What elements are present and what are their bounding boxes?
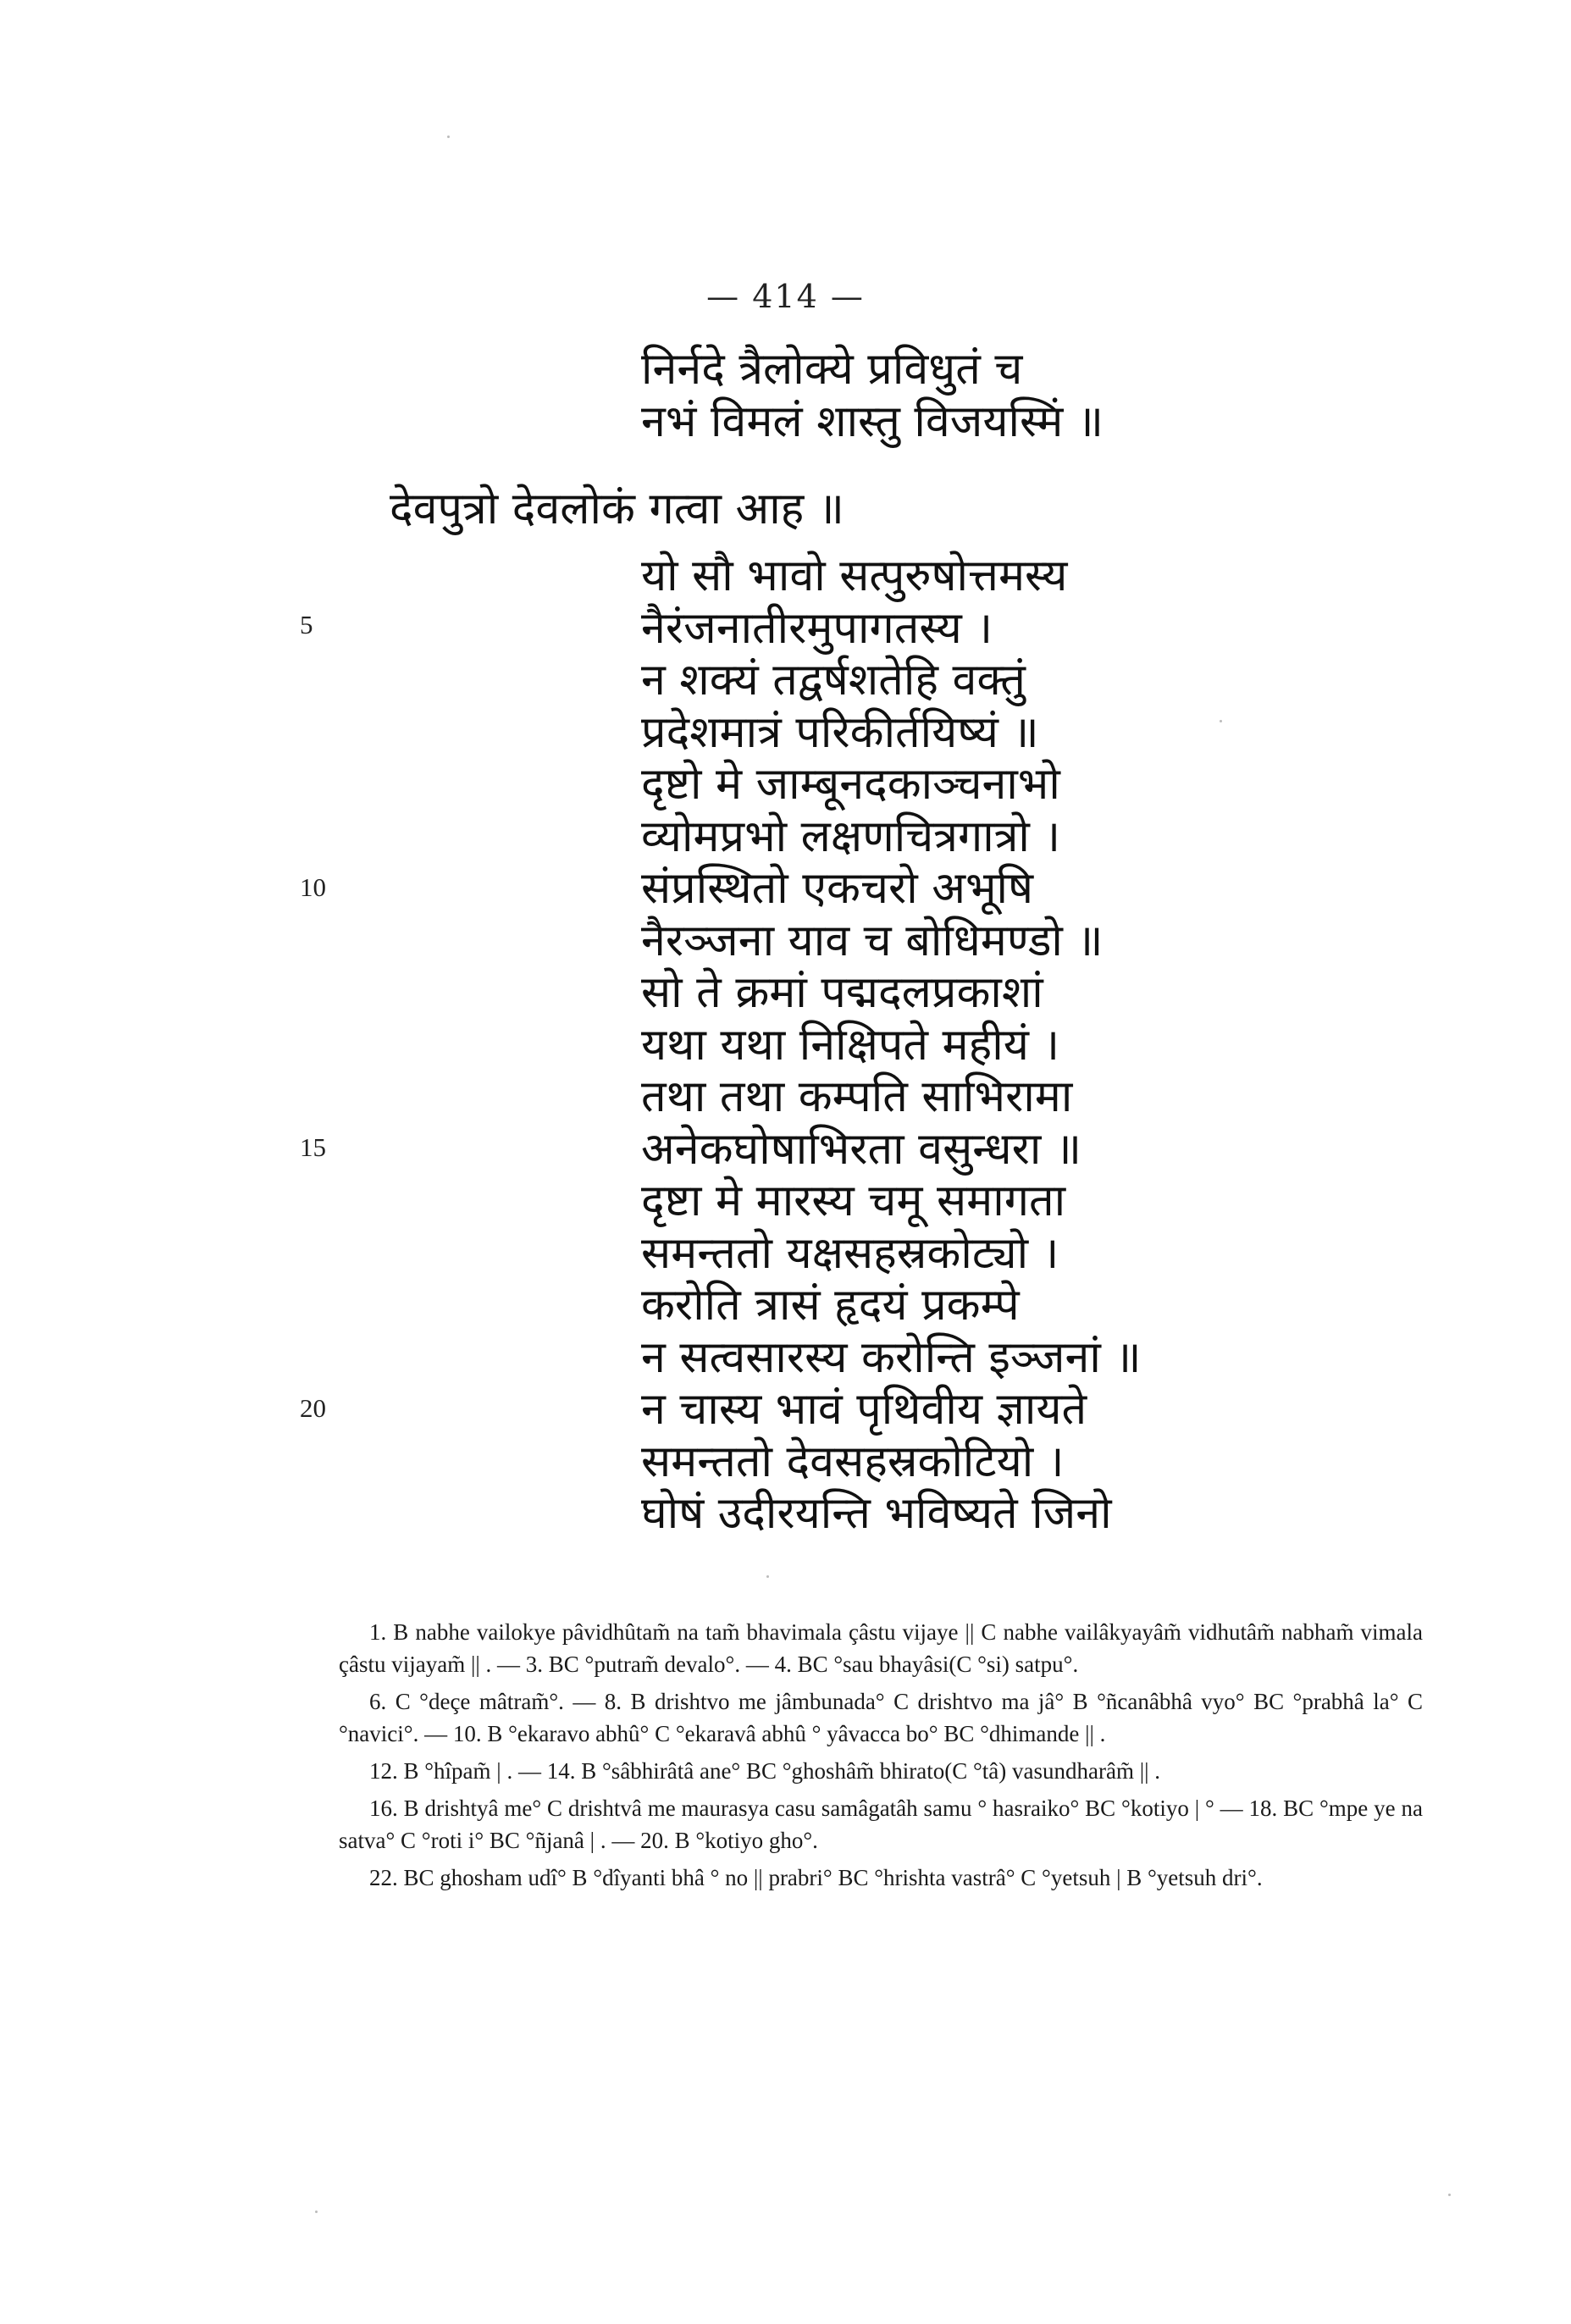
verse-line: तथा तथा कम्पति साभिरामा [641, 1071, 1073, 1122]
verse-line: व्योमप्रभो लक्षणचित्रगात्रो । [641, 811, 1061, 862]
footnote: 16. B drishtyâ me° C drishtvâ me maurasya casu samâgatâh samu ° hasraiko° BC °kotiyo | ° — 18. BC °mpe ye na satva° C °roti i° BC °ñjanâ | . — 20. B °kotiyo gho°. [339, 1796, 1423, 1853]
verse-line: न सत्वसारस्य करोन्ति इञ्जनां ॥ [641, 1331, 1142, 1383]
verse-line: दृष्टो मे जाम्बूनदकाञ्चनाभो [641, 759, 1060, 810]
verse-line: यो सौ भावो सत्पुरुषोत्तमस्य [641, 551, 1068, 601]
line-number: 15 [300, 1132, 326, 1162]
scan-speck [447, 136, 450, 138]
intro-verse [641, 343, 1104, 448]
verse-line: सो ते क्रमां पद्मदलप्रकाशां [641, 967, 1043, 1018]
verse-line: समन्ततो देवसहस्रकोटियो । [641, 1436, 1065, 1487]
verse-line: घोषं उदीरयन्ति भविष्यते जिनो [641, 1488, 1112, 1539]
line-number: 10 [300, 872, 326, 902]
main-verse [641, 551, 1142, 1541]
verse-line: समन्ततो यक्षसहस्रकोट्यो । [641, 1227, 1059, 1279]
verse-line: प्रदेशमात्रं परिकीर्तयिष्यं ॥ [641, 706, 1039, 758]
prose-line: देवपुत्रो देवलोकं गत्वा आह ॥ [390, 484, 844, 534]
scan-speck [766, 1575, 769, 1578]
verse-line: न चास्य भावं पृथिवीय ज्ञायते [641, 1384, 1087, 1435]
verse-line: यथा यथा निक्षिपते महीयं । [641, 1019, 1060, 1071]
verse-line: करोति त्रासं हृदयं प्रकम्पे [641, 1280, 1020, 1331]
verse-line: संप्रस्थितो एकचरो अभूषि [641, 863, 1034, 914]
verse-line: अनेकघोषाभिरता वसुन्धरा ॥ [641, 1123, 1082, 1175]
verse-line: नभं विमलं शास्तु विजयस्मिं ॥ [641, 396, 1104, 447]
verse-line: निर्नदे त्रैलोक्ये प्रविधुतं च [641, 344, 1023, 395]
verse-line: नैरञ्जना याव च बोधिमण्डो ॥ [641, 915, 1104, 966]
verse-line: नैरंजनातीरमुपागतस्य । [641, 602, 993, 654]
footnote: 6. C °deçe mâtram̃°. — 8. B drishtvo me jâmbunada° C drishtvo ma jâ° B °ñcanâbhâ vyo° BC °prabhâ la° C °navici°. — 10. B °ekaravo abhû° C °ekaravâ abhû ° yâvacca bo° BC °dhimande || . [339, 1689, 1423, 1746]
scan-speck [1448, 2194, 1451, 2196]
page-number: — 414 — [706, 278, 865, 315]
scan-speck [315, 2211, 318, 2213]
footnote: 22. BC ghosham udî° B °dîyanti bhâ ° no || prabri° BC °hrishta vastrâ° C °yetsuh | B °yetsuh dri°. [369, 1865, 1263, 1890]
footnote: 12. B °hîpam̃ | . — 14. B °sâbhirâtâ ane° BC °ghoshâm̃ bhirato(C °tâ) vasundharâm̃ || . [369, 1758, 1161, 1784]
scan-speck [1220, 720, 1222, 722]
footnotes [339, 1616, 1423, 1899]
line-number: 5 [300, 610, 313, 639]
verse-line: दृष्टा मे मारस्य चमू समागता [641, 1176, 1066, 1226]
footnote: 1. B nabhe vailokye pâvidhûtam̃ na tam̃ bhavimala çâstu vijaye || C nabhe vailâkyayâm̃ vidhutâm̃ nabham̃ vimala çâstu vijayam̃ || . — 3. BC °putram̃ devalo°. — 4. BC °sau bhayâsi(C °si) satpu°. [339, 1619, 1423, 1677]
verse-line: न शक्यं तद्वर्षशतेहि वक्तुं [641, 655, 1026, 706]
line-number: 20 [300, 1393, 326, 1423]
